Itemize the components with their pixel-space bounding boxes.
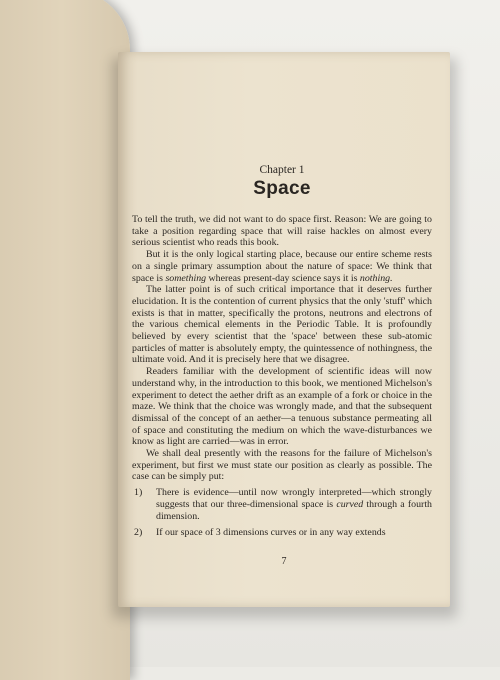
text-run: There is evidence—until now wrongly interpreted—which strongly suggests that our three-dimensional space is (156, 487, 432, 510)
text-run: Readers familiar with the development of scientific ideas will now understand why, in the introduction to this book, we mentioned Michelson's experiment to detect the aether drift as an example of a fork or choice in the maze. We think that the choice was wrongly made, and that the subsequent dismissal of the concept of an aether—a tenuous substance permeating all of space and constituting the medium on which the wave-disturbances we know as light are carried—was in error. (132, 366, 432, 448)
list-item-number: 1) (134, 487, 143, 499)
paragraph (132, 249, 432, 284)
text-run: whereas present-day science says it is (206, 272, 360, 284)
list-item (132, 487, 432, 522)
paragraph (132, 214, 432, 249)
list-item (132, 527, 432, 539)
list-item-number: 2) (134, 527, 143, 539)
body-text (132, 214, 432, 483)
chapter-label: Chapter 1 (259, 164, 305, 176)
italic-text: curved (336, 498, 364, 510)
text-run: If our space of 3 dimensions curves or in any way extends (156, 527, 386, 539)
facing-page (0, 0, 130, 680)
text-run: through a fourth dimension. (156, 498, 432, 522)
page-number: 7 (281, 556, 287, 567)
chapter-title: Space (253, 178, 311, 199)
italic-text: nothing. (359, 272, 393, 284)
paragraph (132, 448, 432, 483)
italic-text: something (165, 272, 207, 284)
text-run: To tell the truth, we did not want to do space first. Reason: We are going to take a position regarding space that will raise hackles on almost every serious scientist who reads this book. (132, 214, 432, 249)
text-run: But it is the only logical starting place, because our entire scheme rests on a single primary assumption about the nature of space: We think that space is (132, 249, 432, 284)
paragraph (132, 366, 432, 448)
text-run: We shall deal presently with the reasons for the failure of Michelson's experiment, but first we must state our position as clearly as possible. The case can be simply put: (132, 448, 432, 483)
paragraph (132, 284, 432, 366)
text-run: The latter point is of such critical importance that it deserves further elucidation. It is the contention of current physics that the only 'stuff' which exists is that in matter, specifically the protons, neutrons and electrons of the various chemical elements in the Periodic Table. It is profoundly believed by every scientist that the 'space' between these sub-atomic particles of matter is absolutely empty, the quintessence of nothingness, the ultimate void. And it is precisely here that we disagree. (132, 284, 432, 366)
page-text-block (132, 164, 432, 544)
numbered-list (132, 487, 432, 539)
book-page (118, 52, 450, 607)
